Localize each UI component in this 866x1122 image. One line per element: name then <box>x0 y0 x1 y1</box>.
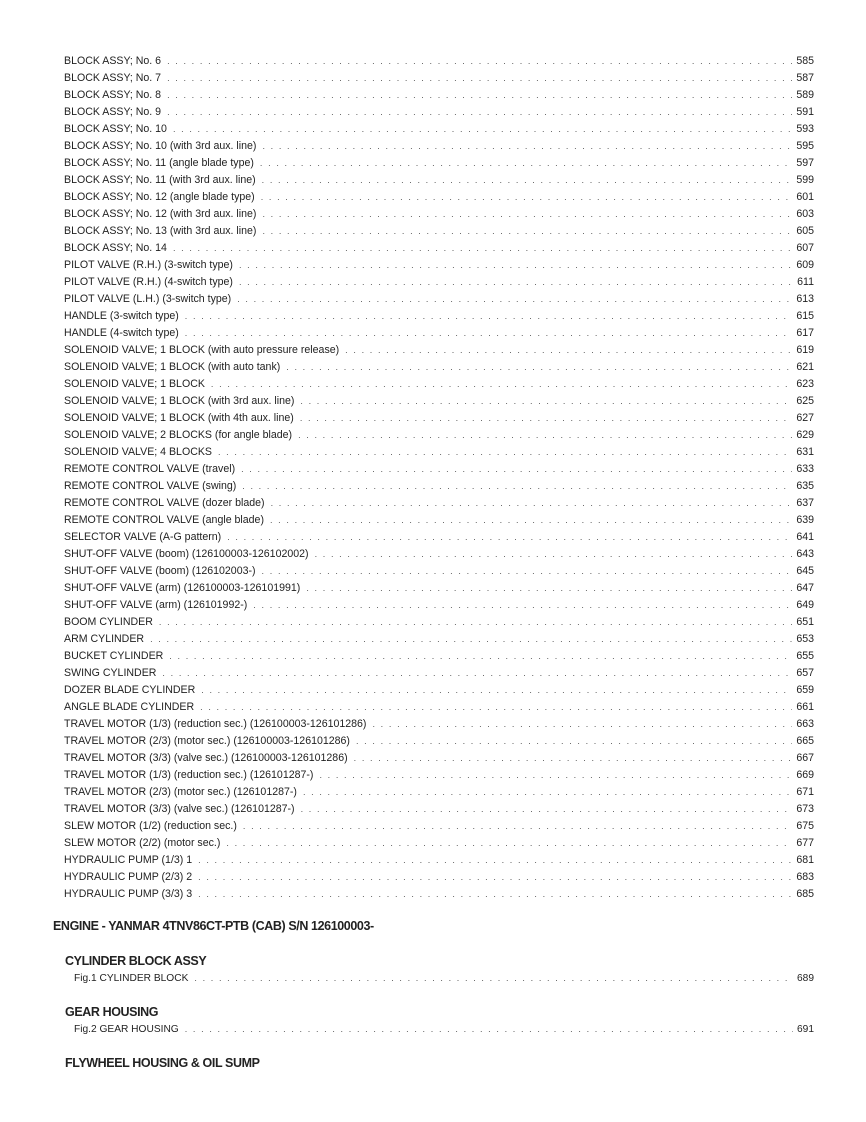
dot-leader <box>345 342 792 359</box>
dot-leader <box>185 325 793 342</box>
dot-leader <box>300 410 792 427</box>
dot-leader <box>167 70 792 87</box>
toc-entry[interactable] <box>64 155 814 172</box>
toc-entry[interactable] <box>64 801 814 818</box>
dot-leader <box>301 801 793 818</box>
toc-entry[interactable] <box>65 970 814 987</box>
toc-entry[interactable] <box>64 359 814 376</box>
dot-leader <box>372 716 792 733</box>
entry-title: BLOCK ASSY; No. 6 <box>64 55 162 67</box>
toc-entry[interactable] <box>64 835 814 852</box>
dot-leader <box>243 818 792 835</box>
dot-leader <box>185 1021 793 1038</box>
entry-title: BLOCK ASSY; No. 11 (with 3rd aux. line) <box>64 174 256 186</box>
entry-page: 633 <box>796 463 814 475</box>
entry-title: SLEW MOTOR (2/2) (motor sec.) <box>64 837 221 849</box>
entry-title: BUCKET CYLINDER <box>64 650 164 662</box>
toc-entry[interactable] <box>64 529 814 546</box>
entry-page: 627 <box>796 412 814 424</box>
entry-title: TRAVEL MOTOR (2/3) (motor sec.) (126100003-126101286) <box>64 735 350 747</box>
dot-leader <box>241 461 792 478</box>
toc-entry[interactable] <box>64 852 814 869</box>
dot-leader <box>262 138 792 155</box>
dot-leader <box>260 155 792 172</box>
entry-page: 587 <box>796 72 814 84</box>
dot-leader <box>201 682 792 699</box>
section-heading: ENGINE - YANMAR 4TNV86CT-PTB (CAB) S/N 126100003- <box>53 919 374 933</box>
toc-entry[interactable] <box>64 631 814 648</box>
toc-entry[interactable] <box>64 478 814 495</box>
group-title: GEAR HOUSING <box>65 1005 159 1019</box>
dot-leader <box>253 597 792 614</box>
group-title: FLYWHEEL HOUSING & OIL SUMP <box>65 1056 260 1070</box>
entry-page: 649 <box>796 599 814 611</box>
toc-entry[interactable] <box>64 274 814 291</box>
toc-entry[interactable] <box>64 546 814 563</box>
entry-title: PILOT VALVE (R.H.) (4-switch type) <box>64 276 233 288</box>
dot-leader <box>226 835 792 852</box>
toc-entry[interactable] <box>64 767 814 784</box>
entry-title: SOLENOID VALVE; 4 BLOCKS <box>64 446 212 458</box>
entry-page: 651 <box>796 616 814 628</box>
dot-leader <box>200 699 792 716</box>
entry-title: BLOCK ASSY; No. 12 (angle blade type) <box>64 191 255 203</box>
dot-leader <box>237 291 792 308</box>
entry-page: 641 <box>796 531 814 543</box>
group-title: CYLINDER BLOCK ASSY <box>65 954 207 968</box>
toc-entry[interactable] <box>64 512 814 529</box>
toc-entry[interactable] <box>64 189 814 206</box>
entry-page: 589 <box>796 89 814 101</box>
entry-page: 669 <box>796 769 814 781</box>
dot-leader <box>242 478 792 495</box>
entry-title: SOLENOID VALVE; 1 BLOCK (with 3rd aux. line) <box>64 395 295 407</box>
dot-leader <box>262 223 792 240</box>
entry-page: 647 <box>796 582 814 594</box>
entry-page: 639 <box>796 514 814 526</box>
entry-page: 657 <box>796 667 814 679</box>
toc-entry[interactable] <box>64 393 814 410</box>
entry-page: 659 <box>796 684 814 696</box>
entry-title: BLOCK ASSY; No. 10 (with 3rd aux. line) <box>64 140 257 152</box>
toc-list <box>64 53 814 903</box>
entry-title: SOLENOID VALVE; 2 BLOCKS (for angle blade) <box>64 429 293 441</box>
toc-entry[interactable] <box>64 886 814 903</box>
entry-page: 605 <box>796 225 814 237</box>
entry-page: 685 <box>796 888 814 900</box>
entry-title: HYDRAULIC PUMP (1/3) 1 <box>64 854 193 866</box>
entry-page: 623 <box>796 378 814 390</box>
entry-page: 655 <box>796 650 814 662</box>
entry-title: SOLENOID VALVE; 1 BLOCK (with 4th aux. line) <box>64 412 294 424</box>
dot-leader <box>239 257 792 274</box>
entry-page: 653 <box>796 633 814 645</box>
entry-page: 665 <box>796 735 814 747</box>
dot-leader <box>356 733 792 750</box>
toc-entry[interactable] <box>64 461 814 478</box>
dot-leader <box>194 970 793 987</box>
entry-title: BLOCK ASSY; No. 12 (with 3rd aux. line) <box>64 208 257 220</box>
entry-page: 667 <box>796 752 814 764</box>
toc-entry[interactable] <box>64 665 814 682</box>
entry-title: TRAVEL MOTOR (3/3) (valve sec.) (126101287-) <box>64 803 295 815</box>
entry-page: 673 <box>796 803 814 815</box>
dot-leader <box>300 393 792 410</box>
toc-entry[interactable] <box>64 223 814 240</box>
dot-leader <box>198 852 792 869</box>
toc-entry[interactable] <box>64 257 814 274</box>
entry-page: 619 <box>796 344 814 356</box>
entry-title: Fig.1 CYLINDER BLOCK <box>74 973 189 984</box>
toc-entry[interactable] <box>64 716 814 733</box>
entry-title: DOZER BLADE CYLINDER <box>64 684 196 696</box>
toc-entry[interactable] <box>65 1021 814 1038</box>
toc-entry[interactable] <box>64 818 814 835</box>
toc-entry[interactable] <box>64 427 814 444</box>
entry-page: 607 <box>796 242 814 254</box>
dot-leader <box>173 240 792 257</box>
dot-leader <box>218 444 792 461</box>
entry-page: 595 <box>796 140 814 152</box>
entry-title: SHUT-OFF VALVE (arm) (126101992-) <box>64 599 248 611</box>
dot-leader <box>167 104 792 121</box>
dot-leader <box>270 512 792 529</box>
toc-entry[interactable] <box>64 138 814 155</box>
entry-title: SELECTOR VALVE (A-G pattern) <box>64 531 222 543</box>
dot-leader <box>211 376 792 393</box>
entry-page: 677 <box>796 837 814 849</box>
entry-title: TRAVEL MOTOR (1/3) (reduction sec.) (126100003-126101286) <box>64 718 367 730</box>
dot-leader <box>261 189 793 206</box>
toc-entry[interactable] <box>64 291 814 308</box>
entry-page: 643 <box>796 548 814 560</box>
entry-page: 689 <box>797 973 814 984</box>
entry-title: SHUT-OFF VALVE (boom) (126102003-) <box>64 565 256 577</box>
dot-leader <box>169 648 792 665</box>
entry-title: ARM CYLINDER <box>64 633 145 645</box>
entry-title: BLOCK ASSY; No. 9 <box>64 106 162 118</box>
entry-page: 591 <box>796 106 814 118</box>
entry-page: 597 <box>796 157 814 169</box>
toc-entry[interactable] <box>64 121 814 138</box>
entry-page: 599 <box>796 174 814 186</box>
toc-entry[interactable] <box>64 53 814 70</box>
entry-title: BLOCK ASSY; No. 11 (angle blade type) <box>64 157 254 169</box>
entry-page: 621 <box>796 361 814 373</box>
entry-page: 617 <box>796 327 814 339</box>
entry-page: 601 <box>796 191 814 203</box>
entry-page: 671 <box>796 786 814 798</box>
entry-page: 611 <box>797 276 814 288</box>
dot-leader <box>198 869 792 886</box>
dot-leader <box>262 172 793 189</box>
entry-page: 625 <box>796 395 814 407</box>
toc-group-gear-housing <box>65 1003 814 1038</box>
entry-title: TRAVEL MOTOR (1/3) (reduction sec.) (126101287-) <box>64 769 314 781</box>
dot-leader <box>227 529 792 546</box>
entry-title: SOLENOID VALVE; 1 BLOCK (with auto pressure release) <box>64 344 340 356</box>
toc-entry[interactable] <box>64 750 814 767</box>
toc-entry[interactable] <box>64 376 814 393</box>
dot-leader <box>303 784 792 801</box>
dot-leader <box>198 886 792 903</box>
entry-title: SOLENOID VALVE; 1 BLOCK <box>64 378 205 390</box>
dot-leader <box>162 665 792 682</box>
entry-title: TRAVEL MOTOR (3/3) (valve sec.) (126100003-126101286) <box>64 752 348 764</box>
entry-title: SHUT-OFF VALVE (arm) (126100003-126101991) <box>64 582 301 594</box>
dot-leader <box>167 53 792 70</box>
entry-page: 645 <box>796 565 814 577</box>
dot-leader <box>354 750 793 767</box>
entry-title: PILOT VALVE (R.H.) (3-switch type) <box>64 259 233 271</box>
entry-title: BOOM CYLINDER <box>64 616 153 628</box>
entry-title: HANDLE (4-switch type) <box>64 327 179 339</box>
dot-leader <box>262 206 792 223</box>
toc-entry[interactable] <box>64 444 814 461</box>
entry-page: 681 <box>796 854 814 866</box>
toc-entry[interactable] <box>64 682 814 699</box>
toc-entry[interactable] <box>64 325 814 342</box>
entry-title: REMOTE CONTROL VALVE (angle blade) <box>64 514 264 526</box>
entry-page: 609 <box>796 259 814 271</box>
dot-leader <box>262 563 793 580</box>
dot-leader <box>286 359 792 376</box>
dot-leader <box>150 631 792 648</box>
dot-leader <box>306 580 792 597</box>
dot-leader <box>298 427 792 444</box>
toc-entry[interactable] <box>64 308 814 325</box>
toc-entry[interactable] <box>64 172 814 189</box>
entry-title: SOLENOID VALVE; 1 BLOCK (with auto tank) <box>64 361 281 373</box>
toc-entry[interactable] <box>64 597 814 614</box>
entry-title: TRAVEL MOTOR (2/3) (motor sec.) (126101287-) <box>64 786 297 798</box>
entry-page: 593 <box>796 123 814 135</box>
toc-entry[interactable] <box>64 206 814 223</box>
dot-leader <box>315 546 793 563</box>
entry-title: BLOCK ASSY; No. 10 <box>64 123 167 135</box>
entry-title: ANGLE BLADE CYLINDER <box>64 701 195 713</box>
entry-title: PILOT VALVE (L.H.) (3-switch type) <box>64 293 232 305</box>
entry-page: 603 <box>796 208 814 220</box>
entry-title: REMOTE CONTROL VALVE (dozer blade) <box>64 497 265 509</box>
toc-entry[interactable] <box>64 648 814 665</box>
entry-title: BLOCK ASSY; No. 13 (with 3rd aux. line) <box>64 225 257 237</box>
toc-entry[interactable] <box>64 342 814 359</box>
entry-page: 615 <box>796 310 814 322</box>
dot-leader <box>173 121 792 138</box>
entry-title: HYDRAULIC PUMP (3/3) 3 <box>64 888 193 900</box>
entry-page: 661 <box>796 701 814 713</box>
entry-page: 629 <box>796 429 814 441</box>
toc-entry[interactable] <box>64 699 814 716</box>
entry-title: HANDLE (3-switch type) <box>64 310 179 322</box>
dot-leader <box>271 495 793 512</box>
entry-title: SHUT-OFF VALVE (boom) (126100003-126102002) <box>64 548 309 560</box>
toc-entry[interactable] <box>64 869 814 886</box>
entry-page: 631 <box>796 446 814 458</box>
entry-page: 691 <box>797 1024 814 1035</box>
entry-page: 613 <box>796 293 814 305</box>
entry-title: SWING CYLINDER <box>64 667 157 679</box>
toc-entry[interactable] <box>64 563 814 580</box>
toc-entry[interactable] <box>64 87 814 104</box>
entry-title: SLEW MOTOR (1/2) (reduction sec.) <box>64 820 237 832</box>
dot-leader <box>167 87 792 104</box>
toc-entry[interactable] <box>64 104 814 121</box>
dot-leader <box>185 308 793 325</box>
toc-entry[interactable] <box>64 410 814 427</box>
entry-title: BLOCK ASSY; No. 8 <box>64 89 162 101</box>
entry-title: BLOCK ASSY; No. 7 <box>64 72 162 84</box>
entry-title: REMOTE CONTROL VALVE (travel) <box>64 463 236 475</box>
toc-entry[interactable] <box>64 240 814 257</box>
entry-title: REMOTE CONTROL VALVE (swing) <box>64 480 237 492</box>
entry-page: 663 <box>796 718 814 730</box>
entry-title: BLOCK ASSY; No. 14 <box>64 242 167 254</box>
dot-leader <box>239 274 793 291</box>
toc-group-flywheel-housing <box>65 1054 814 1072</box>
toc-entry[interactable] <box>64 495 814 512</box>
dot-leader <box>159 614 792 631</box>
toc-entry[interactable] <box>64 784 814 801</box>
entry-title: HYDRAULIC PUMP (2/3) 2 <box>64 871 193 883</box>
toc-entry[interactable] <box>64 70 814 87</box>
entry-page: 635 <box>796 480 814 492</box>
entry-page: 675 <box>796 820 814 832</box>
entry-title: Fig.2 GEAR HOUSING <box>74 1024 179 1035</box>
entry-page: 683 <box>796 871 814 883</box>
entry-page: 637 <box>796 497 814 509</box>
toc-entry[interactable] <box>64 580 814 597</box>
toc-entry[interactable] <box>64 614 814 631</box>
entry-page: 585 <box>796 55 814 67</box>
toc-group-cylinder-block <box>65 952 814 987</box>
toc-entry[interactable] <box>64 733 814 750</box>
dot-leader <box>319 767 792 784</box>
